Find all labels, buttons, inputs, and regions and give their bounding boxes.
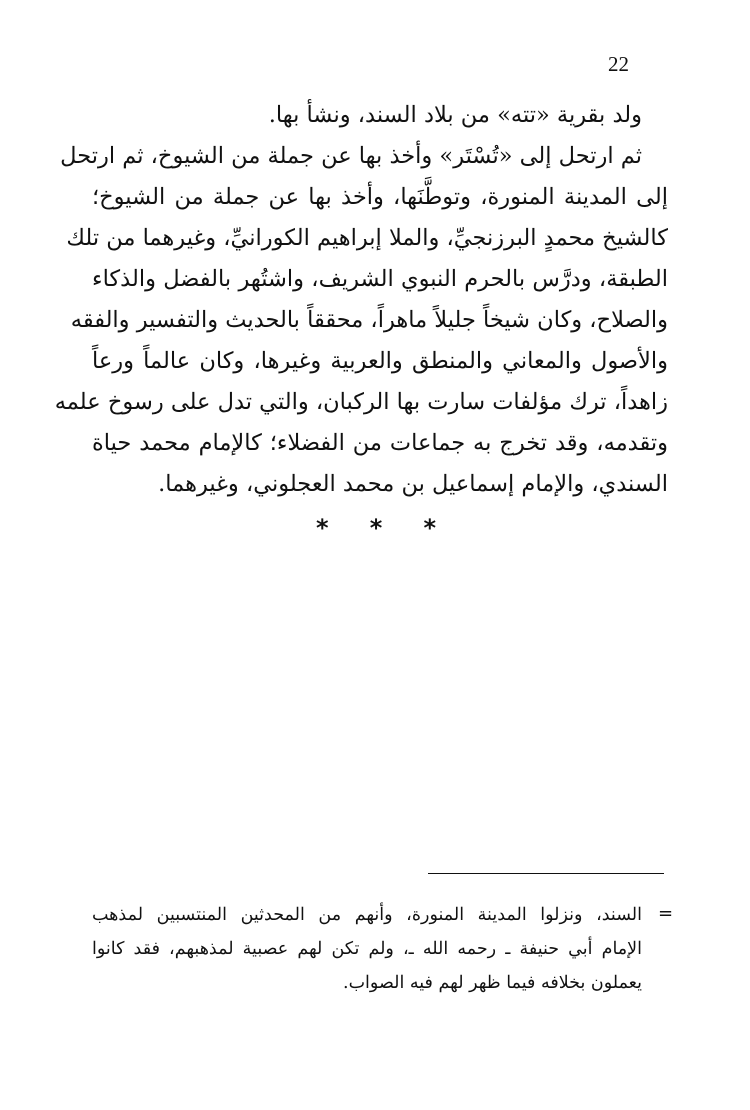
footnote-line: الإمام أبي حنيفة ـ رحمه الله ـ، ولم تكن لهم عصبية لمذهبهم، فقد كانوا bbox=[92, 939, 642, 959]
footnote-continuation-marker: = bbox=[658, 903, 674, 924]
body-line: وتقدمه، وقد تخرج به جماعات من الفضلاء؛ كالإمام محمد حياة bbox=[92, 430, 668, 456]
separator-star: * bbox=[369, 514, 383, 542]
body-line: زاهداً، ترك مؤلفات سارت بها الركبان، والتي تدل على رسوخ علمه bbox=[54, 389, 668, 415]
footnote bbox=[92, 898, 642, 1000]
separator-star: * bbox=[316, 514, 329, 542]
section-separator bbox=[316, 514, 436, 542]
footnote-rule bbox=[428, 873, 664, 874]
footnote-line: السند، ونزلوا المدينة المنورة، وأنهم من المحدثين المنتسبين لمذهب bbox=[92, 905, 642, 925]
body-line: إلى المدينة المنورة، وتوطَّنَها، وأخذ بها عن جملة من الشيوخ؛ bbox=[92, 184, 668, 210]
body-line: السندي، والإمام إسماعيل بن محمد العجلوني، وغيرهما. bbox=[158, 471, 668, 497]
footnote-line: يعملون بخلافه فيما ظهر لهم فيه الصواب. bbox=[343, 973, 642, 993]
body-line: كالشيخ محمدٍ البرزنجيِّ، والملا إبراهيم الكورانيِّ، وغيرهما من تلك bbox=[66, 225, 668, 251]
body-line: والأصول والمعاني والمنطق والعربية وغيرها، وكان عالماً ورعاً bbox=[92, 348, 668, 374]
separator-star: * bbox=[423, 514, 436, 542]
body-text bbox=[54, 95, 668, 505]
body-line: ثم ارتحل إلى «تُسْتَر» وأخذ بها عن جملة من الشيوخ، ثم ارتحل bbox=[60, 143, 642, 169]
body-line: الطبقة، ودرَّس بالحرم النبوي الشريف، واشتُهر بالفضل والذكاء bbox=[92, 266, 668, 292]
body-line: ولد بقرية «تته» من بلاد السند، ونشأ بها. bbox=[268, 102, 642, 128]
body-line: والصلاح، وكان شيخاً جليلاً ماهراً، محققاً بالحديث والتفسير والفقه bbox=[70, 307, 668, 333]
page-number: 22 bbox=[608, 52, 629, 76]
